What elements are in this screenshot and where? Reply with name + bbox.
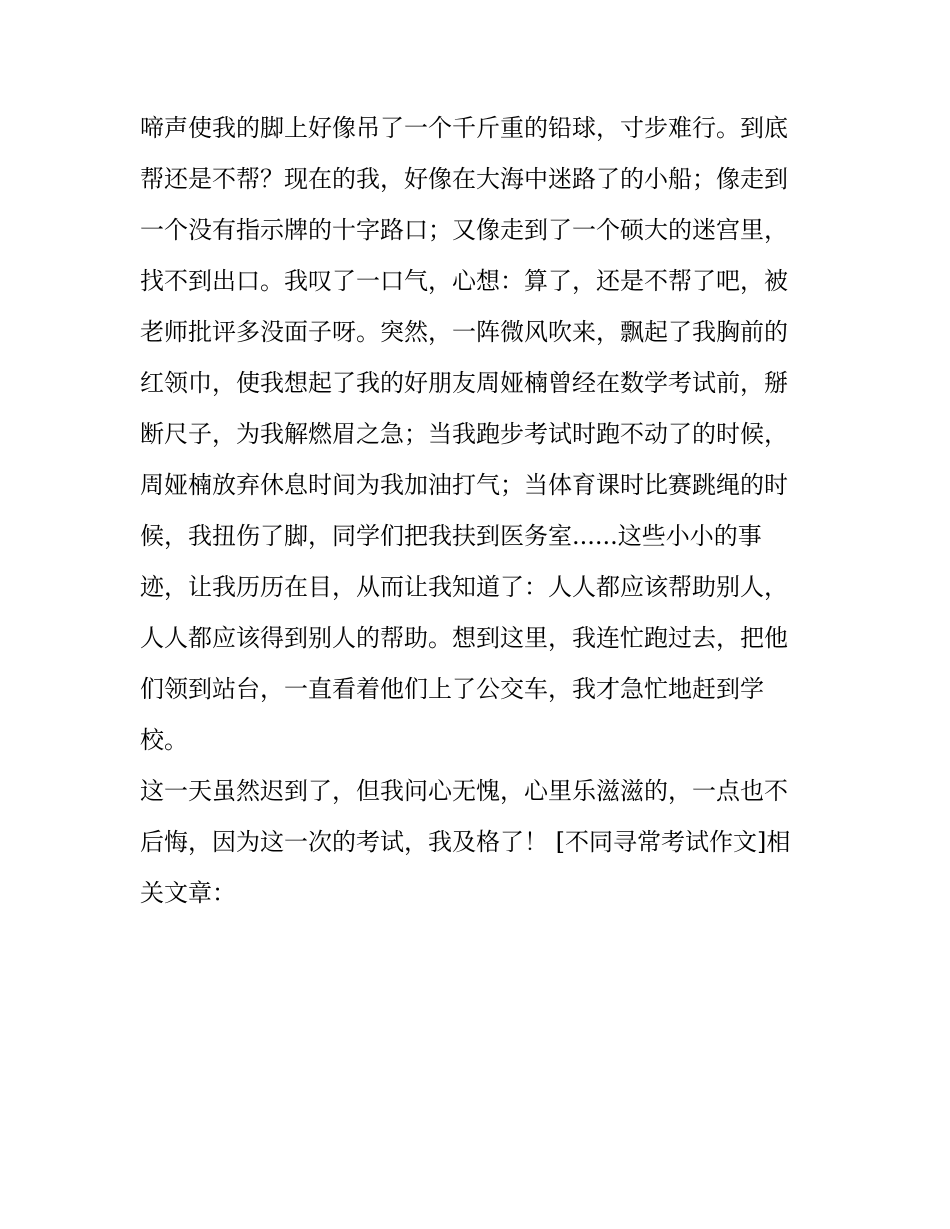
text-line: 后悔，因为这一次的考试，我及格了！ [不同寻常考试作文]相 bbox=[140, 828, 791, 856]
text-line: 帮还是不帮？现在的我，好像在大海中迷路了的小船；像走到 bbox=[140, 165, 788, 193]
text-line: 这一天虽然迟到了，但我问心无愧，心里乐滋滋的，一点也不 bbox=[140, 777, 788, 805]
text-line: 断尺子，为我解燃眉之急；当我跑步考试时跑不动了的时候， bbox=[140, 420, 788, 448]
text-line: 人人都应该得到别人的帮助。想到这里，我连忙跑过去，把他 bbox=[140, 624, 788, 652]
text-line: 迹，让我历历在目，从而让我知道了：人人都应该帮助别人， bbox=[140, 573, 788, 601]
text-line: 找不到出口。我叹了一口气，心想：算了，还是不帮了吧，被 bbox=[140, 267, 788, 295]
text-line: 一个没有指示牌的十字路口；又像走到了一个硕大的迷宫里， bbox=[140, 216, 788, 244]
text-line: 们领到站台，一直看着他们上了公交车，我才急忙地赶到学 bbox=[140, 675, 764, 703]
text-line: 老师批评多没面子呀。突然，一阵微风吹来，飘起了我胸前的 bbox=[140, 318, 788, 346]
text-line: 候，我扭伤了脚，同学们把我扶到医务室......这些小小的事 bbox=[140, 522, 762, 550]
text-line: 关文章： bbox=[140, 879, 236, 907]
text-line: 校。 bbox=[140, 726, 188, 754]
text-line: 红领巾，使我想起了我的好朋友周娅楠曾经在数学考试前，掰 bbox=[140, 369, 788, 397]
essay-text bbox=[140, 103, 820, 919]
text-line: 啼声使我的脚上好像吊了一个千斤重的铅球，寸步难行。到底 bbox=[140, 114, 788, 142]
text-line: 周娅楠放弃休息时间为我加油打气；当体育课时比赛跳绳的时 bbox=[140, 471, 788, 499]
